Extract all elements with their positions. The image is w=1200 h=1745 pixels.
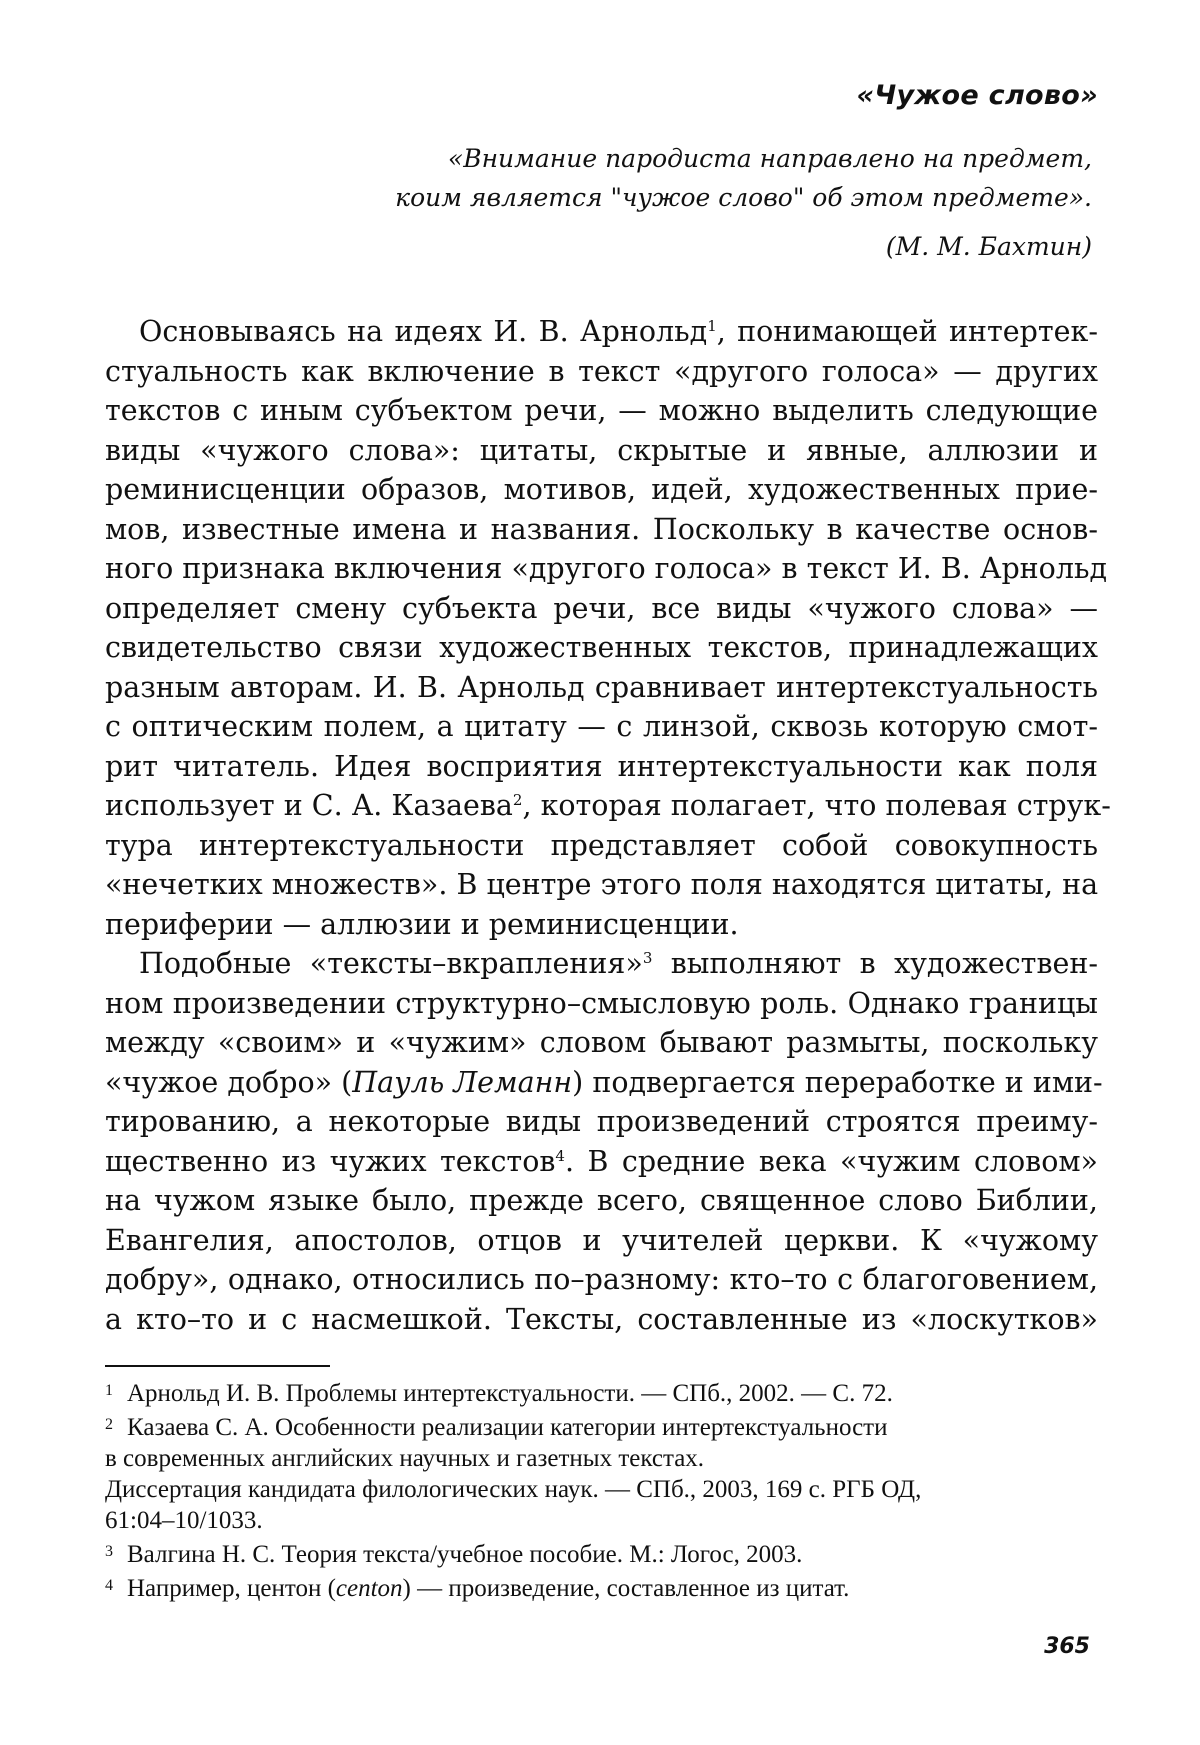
footnote-number: 3 bbox=[105, 1543, 113, 1560]
footnote-number: 1 bbox=[105, 1382, 113, 1399]
footnote-number: 2 bbox=[105, 1416, 113, 1433]
footnote-1 bbox=[105, 1375, 1098, 1409]
chapter-title: «Чужое слово» bbox=[856, 80, 1098, 111]
text-span: использует и С. А. Казаева bbox=[105, 789, 513, 822]
text-span: Подобные «тексты–вкрапления» bbox=[139, 947, 643, 980]
footnote-text: в современных английских научных и газетных текстах. bbox=[105, 1445, 705, 1472]
text-line: виды «чужого слова»: цитаты, скрытые и явные, аллюзии и bbox=[105, 433, 1098, 467]
footnote-ref[interactable]: 4 bbox=[555, 1146, 565, 1165]
italic-name: Пауль Леманн bbox=[352, 1065, 573, 1099]
footnote-text: Арнольд И. В. Проблемы интертекстуальности. — СПб., 2002. — С. 72. bbox=[127, 1380, 893, 1407]
epigraph-author: (М. М. Бахтин) bbox=[885, 232, 1092, 261]
text-line: на чужом языке было, прежде всего, священное слово Библии, bbox=[105, 1184, 1098, 1217]
text-line bbox=[105, 786, 1111, 826]
footnote-number: 4 bbox=[105, 1577, 113, 1594]
text-line bbox=[105, 1142, 1098, 1182]
epigraph bbox=[105, 139, 1098, 217]
footnote-ref[interactable]: 1 bbox=[707, 317, 717, 335]
footnote-text: Например, центон ( bbox=[127, 1575, 336, 1602]
text-line: текстов с иным субъектом речи, — можно выделить следующие bbox=[105, 394, 1098, 427]
text-line: периферии — аллюзии и реминисценции. bbox=[105, 907, 739, 941]
footnote-text: 61:04–10/1033. bbox=[105, 1507, 263, 1534]
footnote-2 bbox=[105, 1409, 1098, 1536]
text-span: Основываясь на идеях И. В. Арнольд bbox=[139, 315, 708, 348]
footnote-ref[interactable]: 3 bbox=[642, 949, 653, 967]
text-span: щественно из чужих текстов bbox=[105, 1144, 556, 1178]
text-line: между «своим» и «чужим» словом бывают размыты, поскольку bbox=[105, 1026, 1098, 1059]
text-line bbox=[105, 312, 1098, 352]
footnote-text: Диссертация кандидата филологических наук. — СПб., 2003, 169 с. РГБ ОД, bbox=[105, 1476, 922, 1503]
text-line: рит читатель. Идея восприятия интертекстуальности как поля bbox=[105, 749, 1098, 783]
text-span: . В средние века «чужим словом» bbox=[564, 1144, 1098, 1178]
book-page bbox=[105, 80, 1111, 1604]
footnote-text: ) — произведение, составленное из цитат. bbox=[402, 1575, 850, 1602]
text-line: с оптическим полем, а цитату — с линзой, сквозь которую смот- bbox=[105, 710, 1098, 743]
paragraph-2 bbox=[105, 944, 1103, 1339]
epigraph-line: «Внимание пародиста направлено на предмет, bbox=[447, 144, 1092, 173]
footnote-text: Казаева С. А. Особенности реализации категории интертекстуальности bbox=[127, 1414, 888, 1441]
paragraph-1 bbox=[105, 312, 1111, 944]
text-line: ного признака включения «другого голоса» в текст И. В. Арнольд bbox=[105, 552, 1108, 585]
footnote-ref[interactable]: 2 bbox=[512, 791, 523, 809]
text-line: «нечетких множеств». В центре этого поля находятся цитаты, на bbox=[105, 868, 1099, 901]
text-line: а кто–то и с насмешкой. Тексты, составленные из «лоскутков» bbox=[105, 1302, 1098, 1336]
text-line: Евангелия, апостолов, отцов и учителей церкви. К «чужому bbox=[105, 1223, 1098, 1257]
footnote-4 bbox=[105, 1570, 1098, 1604]
text-line bbox=[105, 944, 1098, 984]
text-span: , которая полагает, что полевая струк- bbox=[522, 789, 1111, 822]
footnote-3 bbox=[105, 1536, 1098, 1570]
footnotes bbox=[105, 1375, 1098, 1604]
text-span: выполняют в художествен- bbox=[652, 947, 1098, 980]
epigraph-line: коим является "чужое слово" об этом предмете». bbox=[395, 183, 1092, 212]
text-span: , понимающей интертек- bbox=[716, 315, 1098, 348]
text-line: определяет смену субъекта речи, все виды «чужого слова» — bbox=[105, 591, 1098, 625]
text-line bbox=[105, 1063, 1103, 1103]
text-span: «чужое добро» ( bbox=[105, 1065, 353, 1099]
text-line: добру», однако, относились по–разному: кто–то с благоговением, bbox=[105, 1263, 1098, 1296]
text-line: тура интертекстуальности представляет собой совокупность bbox=[105, 828, 1098, 862]
text-line: стуальность как включение в текст «другого голоса» — других bbox=[105, 354, 1098, 388]
text-line: разным авторам. И. В. Арнольд сравнивает интертекстуальность bbox=[105, 670, 1098, 704]
page-number: 365 bbox=[1044, 1634, 1090, 1659]
text-span: ) подвергается переработке и ими- bbox=[572, 1065, 1103, 1099]
text-line: мов, известные имена и названия. Поскольку в качестве основ- bbox=[105, 512, 1098, 546]
text-line: ном произведении структурно–смысловую роль. Однако границы bbox=[105, 986, 1098, 1020]
footnote-italic: centon bbox=[335, 1575, 403, 1602]
main-text bbox=[105, 312, 1111, 1339]
footnote-divider bbox=[105, 1365, 330, 1367]
text-line: свидетельство связи художественных текстов, принадлежащих bbox=[105, 631, 1098, 664]
footnote-text: Валгина Н. С. Теория текста/учебное пособие. М.: Логос, 2003. bbox=[127, 1541, 803, 1568]
text-line: реминисценции образов, мотивов, идей, художественных прие- bbox=[105, 473, 1098, 506]
text-line: тированию, а некоторые виды произведений строятся преиму- bbox=[105, 1105, 1098, 1138]
